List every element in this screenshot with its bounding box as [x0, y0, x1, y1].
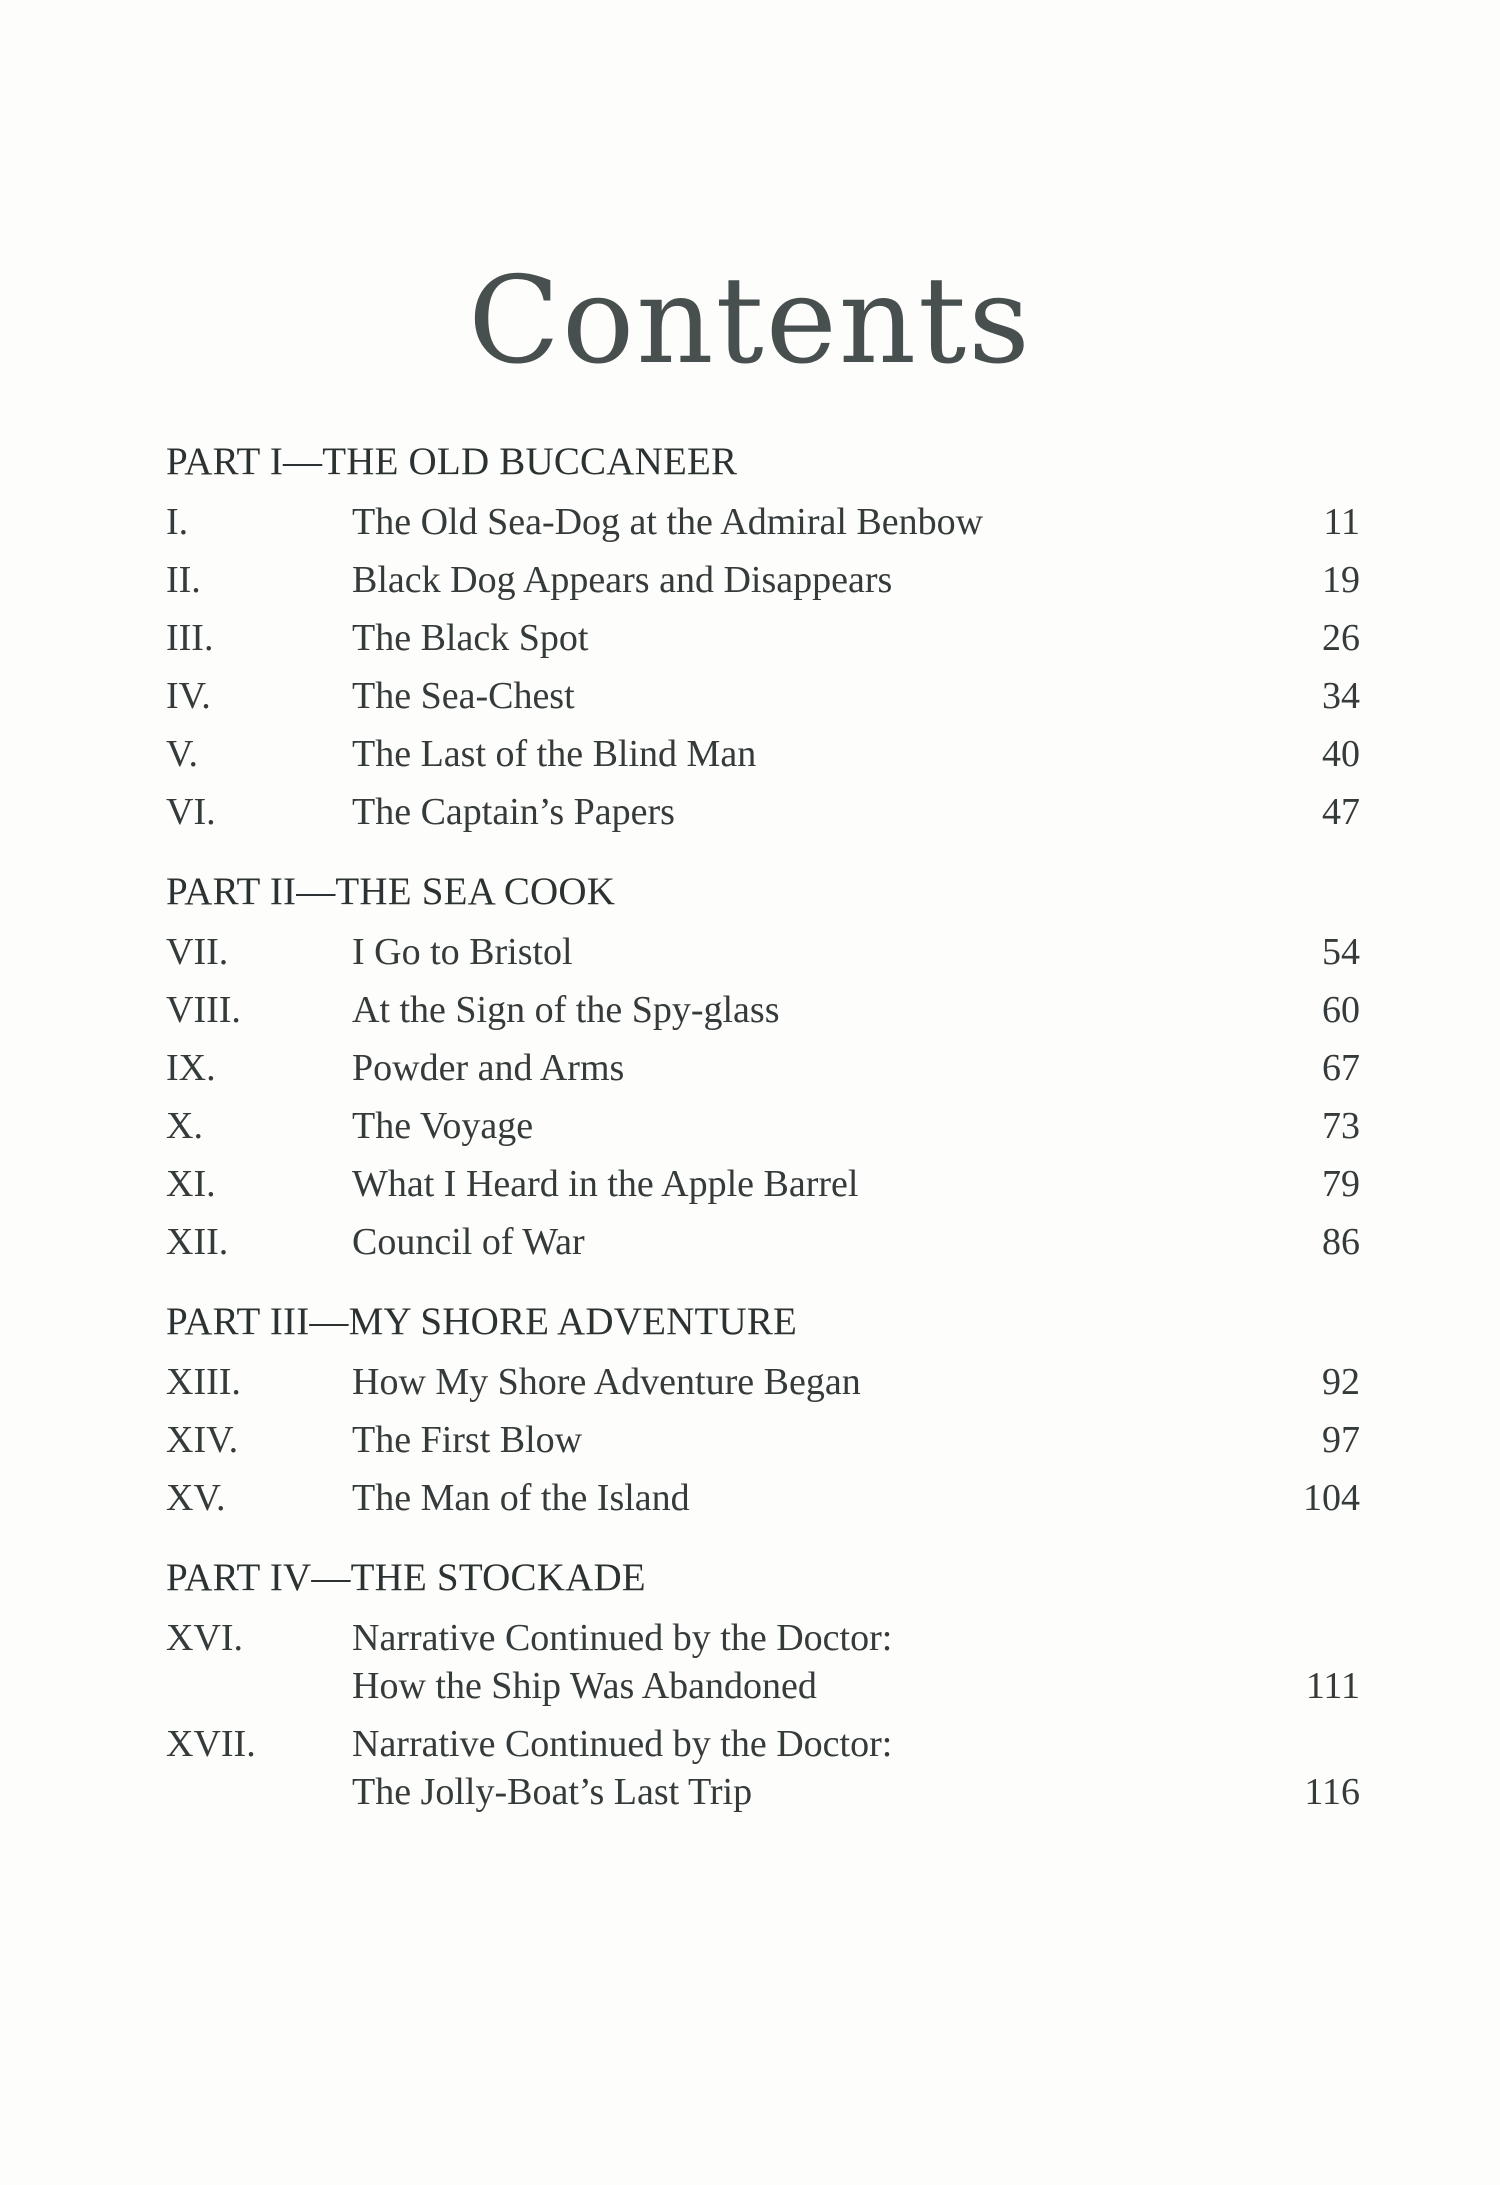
chapter-title-line: Council of War [352, 1221, 585, 1263]
toc-entry [166, 1218, 1360, 1266]
chapter-title-line: The Last of the Blind Man [352, 733, 757, 775]
page-number: 60 [1322, 989, 1360, 1031]
chapter-numeral: IX. [166, 1047, 216, 1089]
chapter-title [352, 1614, 1240, 1710]
chapter-title-line: Narrative Continued by the Doctor: [352, 1723, 893, 1765]
page-number: 86 [1322, 1221, 1360, 1263]
chapter-numeral: IV. [166, 675, 211, 717]
chapter-title [352, 672, 1240, 720]
chapter-title [352, 986, 1240, 1034]
chapter-title-line: Powder and Arms [352, 1047, 625, 1089]
chapter-title-line: The Captain’s Papers [352, 791, 675, 833]
chapter-numeral: X. [166, 1105, 203, 1147]
toc-entry [166, 1044, 1360, 1092]
chapter-numeral: XV. [166, 1477, 226, 1519]
part-heading: PART III—MY SHORE ADVENTURE [166, 1300, 798, 1343]
toc-entry [166, 1474, 1360, 1522]
page-number: 92 [1322, 1361, 1360, 1403]
chapter-title [352, 730, 1240, 778]
toc-entry [166, 928, 1360, 976]
chapter-title [352, 1218, 1240, 1266]
toc-entry [166, 1160, 1360, 1208]
chapter-title [352, 1720, 1240, 1816]
part-section [166, 864, 1360, 1266]
page-number: 26 [1322, 617, 1360, 659]
page-number: 19 [1322, 559, 1360, 601]
chapter-numeral: III. [166, 617, 214, 659]
chapter-title [352, 1416, 1240, 1464]
chapter-title-line: The Black Spot [352, 617, 589, 659]
chapter-title-line: I Go to Bristol [352, 931, 573, 973]
chapter-numeral: XIII. [166, 1361, 241, 1403]
chapter-numeral: V. [166, 733, 199, 775]
page-number: 67 [1322, 1047, 1360, 1089]
toc-entry [166, 556, 1360, 604]
part-section [166, 434, 1360, 836]
chapter-numeral: II. [166, 559, 201, 601]
part-heading: PART IV—THE STOCKADE [166, 1556, 646, 1599]
page-number: 54 [1322, 931, 1360, 973]
chapter-numeral: VI. [166, 791, 216, 833]
page-number: 40 [1322, 733, 1360, 775]
part-heading: PART II—THE SEA COOK [166, 870, 616, 913]
chapter-title-line: The Old Sea-Dog at the Admiral Benbow [352, 501, 984, 543]
toc-entry [166, 1720, 1360, 1816]
toc-entry [166, 730, 1360, 778]
part-section [166, 1550, 1360, 1816]
page-number: 111 [1305, 1665, 1360, 1707]
chapter-title-line: Narrative Continued by the Doctor: [352, 1617, 893, 1659]
toc-entry [166, 498, 1360, 546]
chapter-title [352, 1474, 1240, 1522]
page-number: 47 [1322, 791, 1360, 833]
chapter-title [352, 1102, 1240, 1150]
chapter-title-line: The First Blow [352, 1419, 583, 1461]
chapter-title-line: At the Sign of the Spy-glass [352, 989, 780, 1031]
toc-entry [166, 672, 1360, 720]
table-of-contents [166, 434, 1360, 1844]
chapter-numeral: I. [166, 501, 189, 543]
chapter-title-line: The Sea-Chest [352, 675, 575, 717]
chapter-title [352, 928, 1240, 976]
toc-entry [166, 614, 1360, 662]
chapter-title [352, 614, 1240, 662]
page-number: 11 [1323, 501, 1360, 543]
chapter-title-line: The Man of the Island [352, 1477, 690, 1519]
chapter-numeral: VII. [166, 931, 229, 973]
chapter-title-line: How the Ship Was Abandoned [352, 1665, 817, 1707]
chapter-title [352, 1044, 1240, 1092]
chapter-numeral: XI. [166, 1163, 216, 1205]
chapter-numeral: XII. [166, 1221, 229, 1263]
toc-entry [166, 1614, 1360, 1710]
toc-entry [166, 1358, 1360, 1406]
chapter-numeral: XIV. [166, 1419, 239, 1461]
toc-entry [166, 1102, 1360, 1150]
chapter-numeral: VIII. [166, 989, 241, 1031]
chapter-title-line: Black Dog Appears and Disappears [352, 559, 893, 601]
chapter-title [352, 498, 1240, 546]
page-number: 79 [1322, 1163, 1360, 1205]
chapter-title [352, 1358, 1240, 1406]
page-number: 73 [1322, 1105, 1360, 1147]
chapter-title-line: The Jolly-Boat’s Last Trip [352, 1771, 753, 1813]
page-number: 34 [1322, 675, 1360, 717]
chapter-title-line: How My Shore Adventure Began [352, 1361, 861, 1403]
chapter-numeral: XVII. [166, 1723, 256, 1765]
toc-entry [166, 1416, 1360, 1464]
part-heading: PART I—THE OLD BUCCANEER [166, 440, 738, 483]
page-number: 104 [1303, 1477, 1360, 1519]
page-title: Contents [468, 252, 1032, 391]
page-number: 116 [1304, 1771, 1360, 1813]
chapter-title-line: What I Heard in the Apple Barrel [352, 1163, 859, 1205]
chapter-title [352, 1160, 1240, 1208]
chapter-title [352, 788, 1240, 836]
chapter-numeral: XVI. [166, 1617, 244, 1659]
chapter-title-line: The Voyage [352, 1105, 534, 1147]
chapter-title [352, 556, 1240, 604]
toc-entry [166, 788, 1360, 836]
page-number: 97 [1322, 1419, 1360, 1461]
part-section [166, 1294, 1360, 1522]
toc-entry [166, 986, 1360, 1034]
